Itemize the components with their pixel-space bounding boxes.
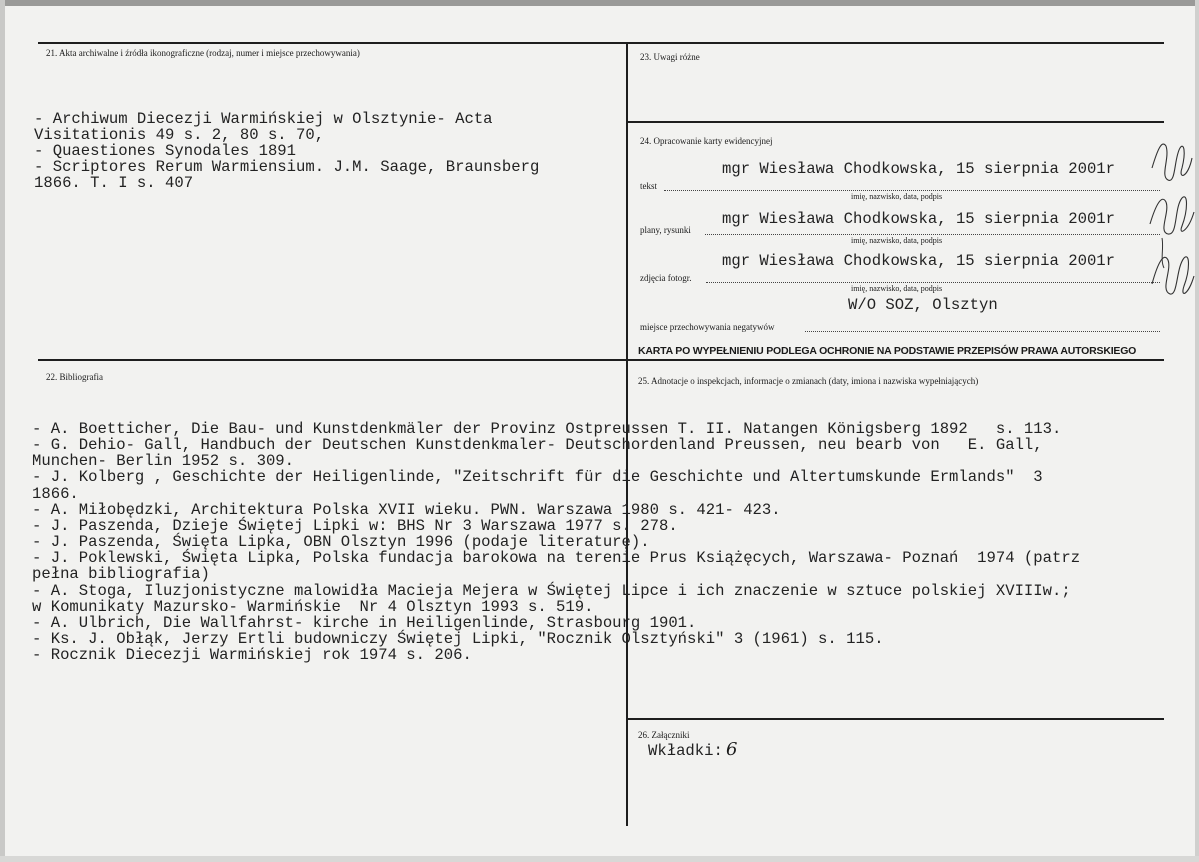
section-21-header: 21. Akta archiwalne i źródła ikonograficzne (rodzaj, numer i miejsce przechowywania) (46, 48, 360, 58)
attachments-count: 6 (726, 739, 738, 760)
section-25-header: 25. Adnotacje o inspekcjach, informacje o zmianach (daty, imiona i nazwiska wypełniających) (638, 376, 979, 386)
negatives-location-label: miejsce przechowywania negatywów (640, 322, 775, 332)
bibliography-line: - Rocznik Diecezji Warmińskiej rok 1974 s. 206. (32, 646, 472, 665)
bibliography-line: - A. Ulbrich, Die Wallfahrst- kirche in Heiligenlinde, Strasbourg 1901. (32, 613, 697, 632)
text-author-caption: imię, nazwisko, data, podpis (851, 192, 943, 201)
rule-25-26 (626, 718, 1164, 720)
scan-edge-bottom (0, 856, 1199, 862)
bibliography-line: - J. Poklewski, Święta Lipka, Polska fundacja barokowa na terenie Prus Książęcych, Warszawa- Poznań 1974 (patrz (32, 549, 1081, 568)
section-24-header: 24. Opracowanie karty ewidencyjnej (640, 136, 773, 146)
bibliography-line: - Ks. J. Obłąk, Jerzy Ertli budowniczy Świętej Lipki, "Rocznik Olsztyński" 3 (1961) s. 115. (32, 629, 884, 648)
rule-23-24 (626, 121, 1164, 123)
attachments-label: Wkładki: (648, 742, 723, 760)
archive-source-line: Visitationis 49 s. 2, 80 s. 70, (34, 126, 325, 144)
plans-author-value: mgr Wiesława Chodkowska, 15 sierpnia 2001r (722, 210, 1116, 228)
photos-author-value: mgr Wiesława Chodkowska, 15 sierpnia 2001r (722, 252, 1116, 270)
section-26-header: 26. Załączniki (638, 730, 690, 740)
bibliography-line: - J. Kolberg , Geschichte der Heiligenlinde, "Zeitschrift für die Geschichte und Altertumskunde Ermlands" 3 (32, 468, 1043, 487)
text-author-dotted-line (664, 190, 1160, 191)
bibliography-line: Munchen- Berlin 1952 s. 309. (32, 452, 295, 471)
bibliography-line: - A. Boetticher, Die Bau- und Kunstdenkmäler der Provinz Ostpreussen T. II. Natangen Königsberg 1892 s. 113. (32, 420, 1062, 438)
bibliography-line: - J. Paszenda, Dzieje Świętej Lipki w: BHS Nr 3 Warszawa 1977 s. 278. (32, 516, 678, 535)
photos-author-label: zdjęcia fotogr. (640, 273, 692, 283)
negatives-location-value: W/O SOZ, Olsztyn (848, 296, 998, 314)
section-23-header: 23. Uwagi różne (640, 52, 700, 62)
bibliography-line: pełna bibliografia) (32, 565, 210, 584)
archive-source-line: - Scriptores Rerum Warmiensium. J.M. Saage, Braunsberg (34, 158, 540, 176)
photos-author-dotted-line (706, 282, 1160, 283)
plans-author-caption: imię, nazwisko, data, podpis (851, 236, 943, 245)
bibliography-line: w Komunikaty Mazursko- Warmińskie Nr 4 Olsztyn 1993 s. 519. (32, 597, 594, 616)
bibliography-line: - A. Stoga, Iluzjonistyczne malowidła Macieja Mejera w Świętej Lipce i ich znaczenie w sztuce polskiej XVIIIw.; (32, 581, 1071, 600)
archive-source-line: 1866. T. I s. 407 (34, 174, 194, 192)
scan-edge-top (0, 0, 1199, 6)
top-rule (38, 42, 1164, 44)
negatives-dotted-line (805, 331, 1160, 332)
copyright-notice: KARTA PO WYPEŁNIENIU PODLEGA OCHRONIE NA PODSTAWIE PRZEPISÓW PRAWA AUTORSKIEGO (638, 345, 1137, 357)
signature-mark (1148, 128, 1198, 318)
middle-rule (38, 359, 1164, 361)
bibliography-line: 1866. (32, 484, 79, 503)
bibliography-line: - J. Paszenda, Święta Lipka, OBN Olsztyn 1996 (podaje literaturę). (32, 533, 650, 552)
archive-source-line: - Quaestiones Synodales 1891 (34, 142, 297, 160)
bibliography-line: - A. Miłobędzki, Architektura Polska XVII wieku. PWN. Warszawa 1980 s. 421- 423. (32, 500, 781, 519)
plans-author-dotted-line (705, 234, 1160, 235)
bibliography-line: - G. Dehio- Gall, Handbuch der Deutschen Kunstdenkmaler- Deutschordenland Preussen, neu bearb von E. Gall, (32, 436, 1043, 455)
archive-source-line: - Archiwum Diecezji Warmińskiej w Olsztynie- Acta (34, 110, 493, 128)
text-author-value: mgr Wiesława Chodkowska, 15 sierpnia 2001r (722, 160, 1116, 178)
scan-edge-left (0, 0, 5, 862)
section-22-header: 22. Bibliografia (46, 372, 103, 382)
text-author-label: tekst (640, 181, 657, 191)
plans-author-label: plany, rysunki (640, 225, 691, 235)
photos-author-caption: imię, nazwisko, data, podpis (851, 284, 943, 293)
